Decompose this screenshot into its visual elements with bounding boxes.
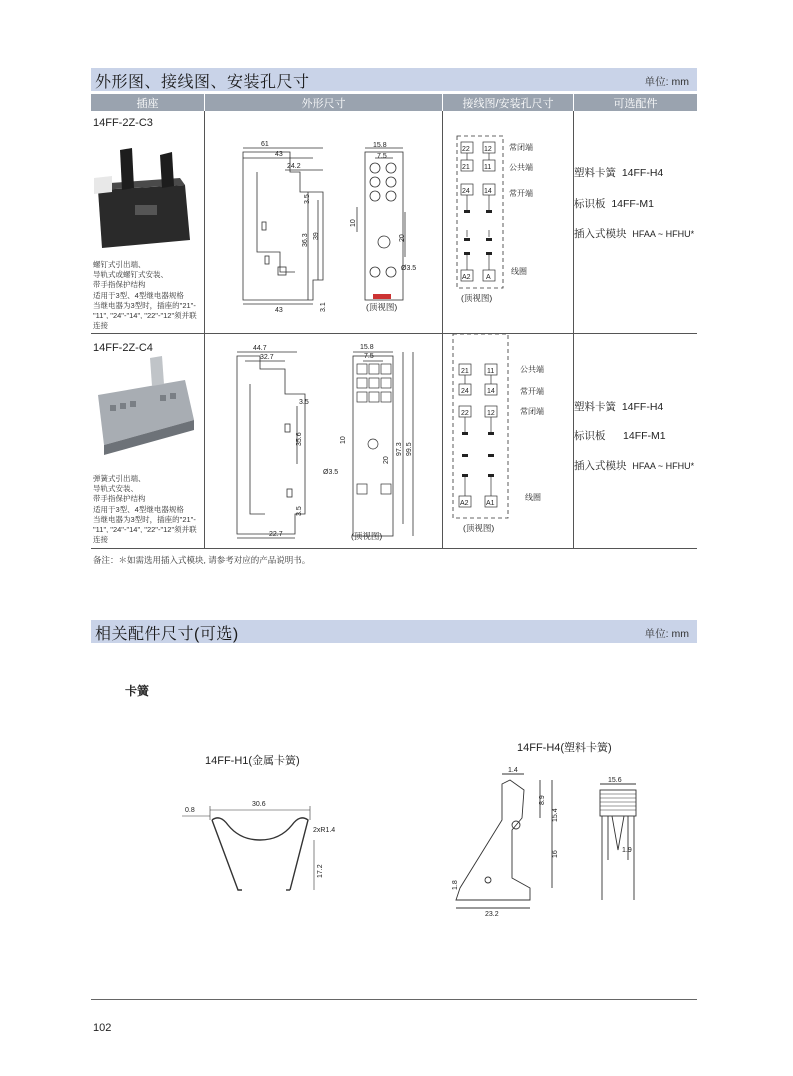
dimension-label: 32.7 [260, 354, 274, 361]
dimension-label: 24.2 [287, 163, 301, 170]
dimension-label: 30.6 [252, 801, 266, 808]
dimension-label: 97.3 [396, 442, 403, 456]
footnote: 备注：＊如需选用插入式模块, 请参考对应的产品说明书。 [93, 555, 311, 565]
description-line: 连接 [93, 535, 108, 545]
dimension-label: 61 [261, 141, 269, 148]
accessory-code: 14FF-H4 [621, 401, 664, 413]
section-title: 相关配件尺寸(可选) [95, 626, 239, 643]
description-line: 当继电器为3型时，插座的"21"- [93, 514, 196, 524]
accessory-name: 插入式模块 [574, 228, 627, 240]
dimension-label: 43 [275, 307, 283, 314]
dimension-label: 36.3 [302, 233, 309, 247]
terminal-description: 线圈 [511, 267, 527, 276]
accessory-item [574, 458, 694, 473]
section-title: 外形图、接线图、安装孔尺寸 [95, 74, 310, 91]
accessory-code: 14FF-H4 [621, 167, 664, 179]
terminal-label: A [486, 274, 491, 281]
accessory-code: 14FF-M1 [611, 198, 654, 210]
accessory-name: 插入式模块 [574, 460, 627, 472]
dimension-drawing-c4 [205, 334, 442, 548]
accessory-item [574, 428, 666, 443]
accessory-name: 塑料卡簧 [574, 401, 616, 413]
dimension-label: 10 [350, 219, 357, 227]
accessory-code: HFAA ~ HFHU* [632, 229, 695, 239]
description-line: 导轨式或螺钉式安装、 [93, 270, 168, 280]
terminal-description: 公共端 [520, 365, 544, 374]
terminal-description: 线圈 [525, 493, 541, 502]
figure-caption: 14FF-H1(金属卡簧) [205, 755, 300, 767]
dimension-label: 1.9 [622, 847, 632, 854]
top-view-label: (顶视图) [351, 531, 383, 541]
section-header-accessories [91, 620, 697, 643]
description-line: 导轨式安装、 [93, 484, 138, 494]
dimension-label: 15.8 [373, 142, 387, 149]
column-header-wiring: 接线图/安装孔尺寸 [442, 94, 573, 111]
terminal-label: A2 [460, 500, 469, 507]
terminal-description: 常闭端 [520, 407, 544, 416]
dimension-label: 15.8 [360, 344, 374, 351]
terminal-label: 11 [487, 368, 495, 375]
dimension-label: Ø3.5 [323, 469, 339, 476]
dimension-label: Ø3.5 [401, 265, 417, 272]
dimension-label: 7.5 [377, 153, 387, 160]
terminal-label: 24 [462, 188, 470, 195]
terminal-label: A2 [462, 274, 471, 281]
top-view-label: (顶视图) [463, 523, 495, 533]
dimension-label: 7.5 [364, 353, 374, 360]
footer-rule [91, 999, 697, 1000]
accessory-item [574, 165, 663, 180]
description-line: 适用于3型、4型继电器规格 [93, 504, 184, 514]
terminal-label: 12 [484, 146, 492, 153]
description-line: 带手指保护结构 [93, 280, 146, 290]
metal-clip-drawing [180, 790, 340, 910]
accessory-name: 塑料卡簧 [574, 167, 616, 179]
accessory-name: 标识板 [574, 430, 606, 442]
wiring-diagram-c4 [443, 334, 573, 548]
dimension-label: 43 [275, 151, 283, 158]
dimension-label: 2xR1.4 [313, 827, 336, 834]
top-view-label: (顶视图) [366, 302, 398, 312]
wiring-diagram-c3 [443, 112, 573, 332]
socket-description [93, 474, 205, 545]
plastic-clip-drawing [440, 760, 660, 920]
accessory-code: 14FF-M1 [623, 430, 666, 442]
socket-photo [90, 350, 200, 465]
description-line: 弹簧式引出端、 [93, 474, 146, 483]
terminal-label: 24 [461, 388, 469, 395]
description-line: "11", "24"-"14", "22"-"12"须并联 [93, 311, 197, 321]
description-line: 连接 [93, 321, 108, 331]
dimension-label: 1.8 [452, 880, 459, 890]
accessory-item [574, 226, 694, 241]
terminal-label: 14 [487, 388, 495, 395]
unit-label: 单位: mm [644, 76, 689, 88]
description-line: 螺钉式引出端、 [93, 260, 146, 269]
dimension-drawing-c3 [205, 112, 442, 332]
figure-caption: 14FF-H4(塑料卡簧) [517, 742, 612, 754]
dimension-label: 0.8 [185, 807, 195, 814]
column-header-socket: 插座 [136, 97, 159, 110]
dimension-label: 3.5 [304, 194, 311, 204]
column-header-dimensions: 外形尺寸 [204, 94, 442, 111]
description-line: "11", "24"-"14", "22"-"12"须并联 [93, 525, 197, 535]
terminal-label: 14 [484, 188, 492, 195]
terminal-description: 常开端 [509, 189, 533, 198]
dimension-label: 3.1 [320, 302, 327, 312]
dimension-label: 15.4 [552, 808, 559, 822]
dimension-label: 17.2 [317, 864, 324, 878]
terminal-label: 21 [462, 164, 470, 171]
dimension-label: 99.5 [406, 442, 413, 456]
dimension-label: 1.4 [508, 767, 518, 774]
terminal-label: 22 [461, 410, 469, 417]
column-header-accessories: 可选配件 [573, 94, 697, 111]
terminal-label: A1 [486, 500, 495, 507]
description-line: 当继电器为3型时，插座的"21"- [93, 300, 196, 310]
dimension-label: 44.7 [253, 345, 267, 352]
dimension-label: 10 [340, 436, 347, 444]
terminal-label: 22 [462, 146, 470, 153]
dimension-label: 8.9 [539, 795, 546, 805]
page-number: 102 [93, 1022, 112, 1034]
socket-model: 14FF-2Z-C3 [93, 117, 153, 129]
terminal-label: 12 [487, 410, 495, 417]
description-line: 适用于3型、4型继电器规格 [93, 290, 184, 300]
socket-photo [90, 140, 200, 255]
accessory-item [574, 196, 654, 211]
dimension-label: 20 [399, 234, 406, 242]
terminal-description: 常闭端 [509, 143, 533, 152]
dimension-label: 3.5 [296, 506, 303, 516]
terminal-description: 公共端 [509, 163, 533, 172]
terminal-label: 21 [461, 368, 469, 375]
socket-description [93, 260, 205, 331]
section-header-dimensions [91, 68, 697, 91]
dimension-label: 20 [383, 456, 390, 464]
dimension-label: 15.6 [608, 777, 622, 784]
accessory-code: HFAA ~ HFHU* [632, 461, 695, 471]
unit-label: 单位: mm [644, 628, 689, 640]
accessory-name: 标识板 [574, 198, 606, 210]
terminal-description: 常开端 [520, 387, 544, 396]
table-divider [91, 548, 697, 549]
dimension-label: 22.7 [269, 531, 283, 538]
dimension-label: 16 [552, 850, 559, 858]
dimension-label: 23.2 [485, 911, 499, 918]
description-line: 带手指保护结构 [93, 494, 146, 504]
dimension-label: 39 [313, 232, 320, 240]
accessory-item [574, 399, 663, 414]
table-header [91, 94, 697, 111]
subsection-title: 卡簧 [125, 684, 150, 698]
terminal-label: 11 [484, 164, 492, 171]
top-view-label: (顶视图) [461, 293, 493, 303]
dimension-label: 35.6 [296, 432, 303, 446]
dimension-label: 3.5 [299, 399, 309, 406]
socket-model: 14FF-2Z-C4 [93, 342, 153, 354]
